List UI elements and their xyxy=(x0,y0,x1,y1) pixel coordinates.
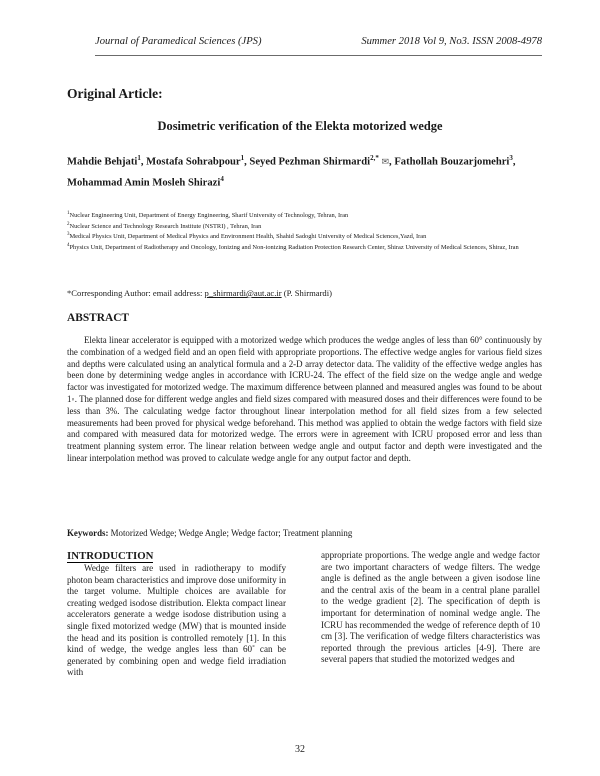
author-name: Mohammad Amin Mosleh Shirazi xyxy=(67,177,221,189)
left-column xyxy=(67,550,286,679)
author-affil-sup: 1 xyxy=(240,154,245,162)
author-affil-sup: 1 xyxy=(137,154,141,162)
right-column xyxy=(321,550,540,666)
corresponding-email-link[interactable]: p_shirmardi@aut.ac.ir xyxy=(204,288,282,298)
journal-name: Journal of Paramedical Sciences (JPS) xyxy=(95,36,262,47)
keywords-text: Motorized Wedge; Wedge Angle; Wedge factor; Treatment planning xyxy=(108,528,353,538)
corresponding-author: *Corresponding Author: email address: p_shirmardi@aut.ac.ir (P. Shirmardi) xyxy=(67,288,332,298)
abstract-heading: ABSTRACT xyxy=(67,312,130,324)
author-name: Mahdie Behjati xyxy=(67,156,138,168)
abstract-body: Elekta linear accelerator is equipped with a motorized wedge which produces the wedge angles of less than 60° continuously by the combination of a wedged field and an open field with appropriate proportions. The effective wedge angles for various field sizes and depths were calculated using an analytical formula and a 2-D array detector data. The validity of the effective wedge angles has been done by determining wedge angles in accordance with ICRU-24. The effect of the field size on the wedge angle and wedge factor was investigated for motorized wedge. The maximum difference between planned and measured angles was found to be about 1◦. The planned dose for different wedge angles and field sizes compared with measured doses and their differences were found to be less than 3%. The calculating wedge factor throughout linear interpolation method for all field sizes from a few selected measurements had been proved for physical wedge beforehand. This method was applied to obtain the wedge factors with field size and compared with measured data for motorized wedge. The errors were in agreement with ICRU proposed error and less than treatment planning system error. The linear relation between wedge angle and output factor and depth were investigated and the linear interpolation method was proved to calculate wedge angle for any output factor and depth. xyxy=(67,335,542,463)
running-header xyxy=(95,36,542,56)
affiliation: $^4$Physics Unit, Department of Radiotherapy and Oncology, Ionizing and Non-ionizing Radiation Protection Research Center, Shiraz University of Medical Sciences, Shiraz, Iran xyxy=(67,243,519,252)
keywords xyxy=(67,528,542,538)
introduction-heading: INTRODUCTION xyxy=(67,550,154,562)
intro-paragraph-left: Wedge filters are used in radiotherapy to modify photon beam characteristics and improve dose uniformity in the target volume. Multiple choices are available for creating wedged isodose distribution. Elekta compact linear accelerators generate a wedge isodose distribution using a single fixed motorized wedge (MW) that is mounted inside the head and its position is controlled remotely [1]. In this kind of wedge, the wedge angles less than 60˚ can be generated by combining open and wedge field irradiation with xyxy=(67,563,286,678)
article-type: Original Article: xyxy=(67,86,163,101)
author-name: Mostafa Sohrabpour xyxy=(146,156,241,168)
author-name: Fathollah Bouzarjomehri xyxy=(394,156,510,168)
author-name: Seyed Pezhman Shirmardi xyxy=(249,156,371,168)
envelope-icon: ✉ xyxy=(381,156,390,167)
author-affil-sup: 2,* xyxy=(370,154,379,162)
affiliation-list xyxy=(67,210,542,253)
author-list: Mahdie Behjati$^1$, Mostafa Sohrabpour$^1$, Seyed Pezhman Shirmardi$^{2,*}$ ✉, Fathollah Bouzarjomehri$^3$, Mohammad Amin Mosleh Shirazi$^4$ xyxy=(67,154,516,189)
paper-title: Dosimetric verification of the Elekta motorized wedge xyxy=(157,119,443,133)
author-affil-sup: 3 xyxy=(509,154,513,162)
affiliation: $^1$Nuclear Engineering Unit, Department of Energy Engineering, Sharif University of Technology, Tehran, Iran xyxy=(67,211,349,220)
page-number: 32 xyxy=(295,744,305,755)
affiliation: $^3$Medical Physics Unit, Department of Medical Physics and Environment Health, Shahid Sadoghi University of Medical Sciences,Yazd, Iran xyxy=(67,232,427,241)
issue-info: Summer 2018 Vol 9, No3. ISSN 2008-4978 xyxy=(361,36,542,47)
author-affil-sup: 4 xyxy=(220,174,224,183)
intro-paragraph-right: appropriate proportions. The wedge angle and wedge factor are two important characters of wedge filters. The wedge angle is defined as the angle between a given isodose line and the central axis of the beam in a central plane parallel to the wedge gradient [2]. The specification of depth is important for determination of nominal wedge angle. The ICRU has recommended the wedge of reference depth of 10 cm [3]. The verification of wedge filters characteristics was reported through the previous articles [4-9]. There are several papers that studied the motorized wedges and xyxy=(321,550,540,665)
affiliation: $^2$Nuclear Science and Technology Research Institute (NSTRI) , Tehran, Iran xyxy=(67,221,262,230)
keywords-label: Keywords: xyxy=(67,528,109,538)
